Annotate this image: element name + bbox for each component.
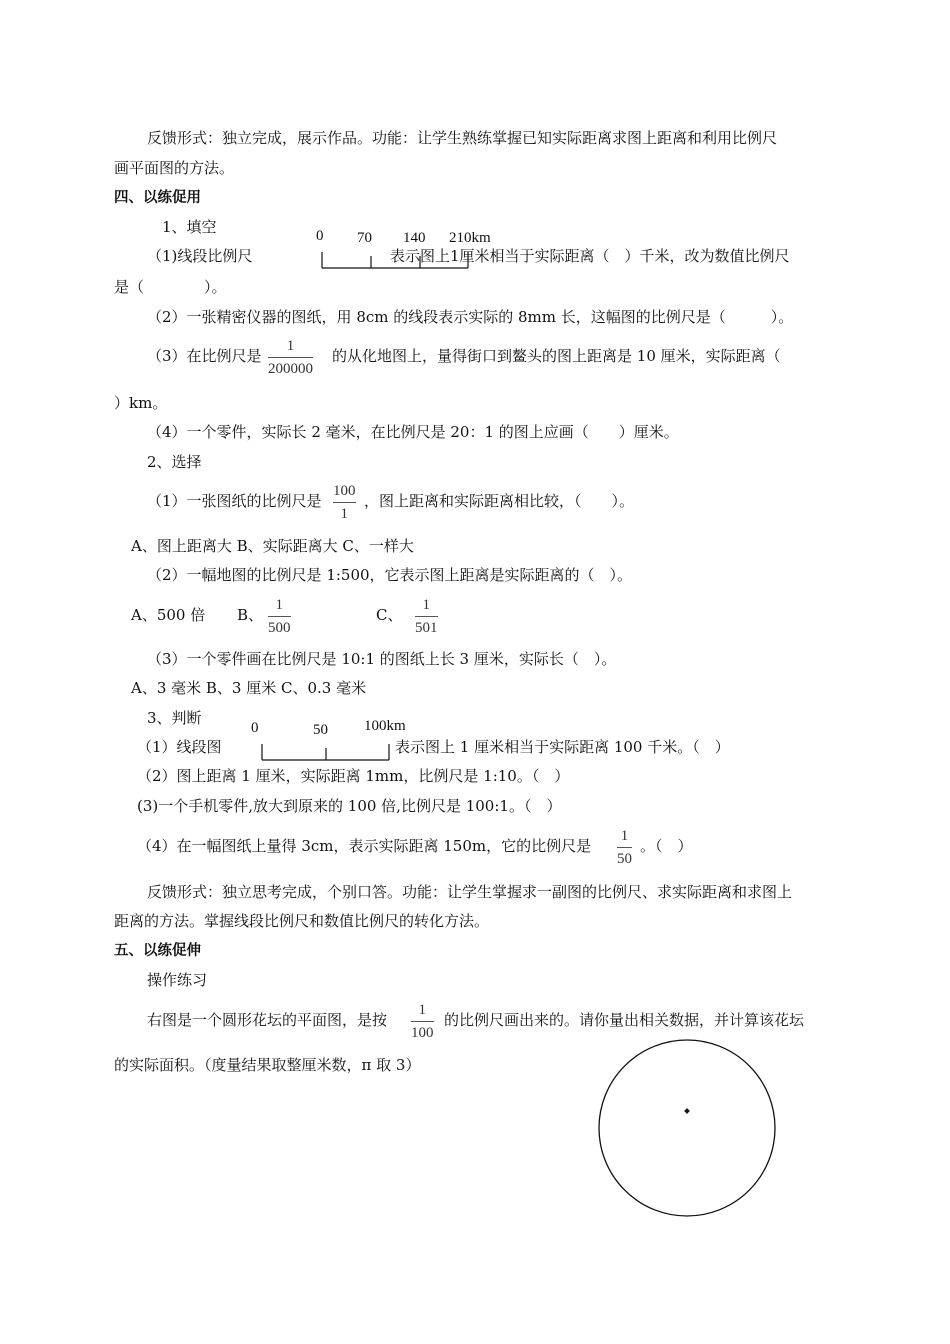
judge-q4-text-a: （4）在一幅图纸上量得 3cm，表示实际距离 150m，它的比例尺是 (137, 837, 592, 855)
scale1-label-0: 0 (316, 228, 324, 244)
judge-q1-text-b: 表示图上 1 厘米相当于实际距离 100 千米。（ ） (395, 738, 730, 756)
judge-q2: （2）图上距离 1 厘米，实际距离 1mm，比例尺是 1:10。（ ） (137, 767, 570, 785)
choice-title: 2、选择 (147, 453, 202, 471)
fraction-denominator: 500 (268, 620, 291, 636)
fraction-numerator: 1 (286, 338, 295, 354)
judge-q3: (3)一个手机零件,放大到原来的 100 倍,比例尺是 100:1。（ ） (137, 797, 562, 815)
fill-q3-text-c: ）km。 (114, 394, 168, 412)
fraction-numerator: 1 (275, 597, 283, 613)
scale1-label-70: 70 (357, 230, 372, 246)
circle-center-dot (684, 1108, 690, 1114)
judge-q1-text-a: （1）线段图 (137, 738, 222, 756)
fraction-denominator: 1 (340, 506, 348, 522)
scale2-label-0: 0 (251, 720, 259, 736)
fraction-denominator: 200000 (268, 361, 313, 377)
fill-q3-text-a: （3）在比例尺是 (147, 347, 262, 365)
fraction-denominator: 50 (617, 851, 632, 867)
fraction-denominator: 100 (411, 1025, 434, 1041)
scale1-label-140: 140 (403, 230, 426, 246)
practice-subtitle: 操作练习 (147, 971, 208, 989)
choice-q1-options: A、图上距离大 B、实际距离大 C、一样大 (131, 537, 414, 555)
fill-q1-text-a: （1)线段比例尺 (147, 247, 253, 265)
line-scale-70km (322, 252, 468, 268)
choice-q1-text-a: （1）一张图纸的比例尺是 (147, 492, 322, 510)
choice-q2-option-a: A、500 倍 (131, 606, 206, 624)
practice-text-a: 右图是一个圆形花坛的平面图，是按 (147, 1011, 388, 1029)
flower-bed-circle (599, 1040, 775, 1216)
choice-q3-options: A、3 毫米 B、3 厘米 C、0.3 毫米 (131, 679, 367, 697)
choice-q1-text-b: ，图上距离和实际距离相比较，（ ）。 (364, 492, 635, 510)
feedback2-line-2: 距离的方法。掌握线段比例尺和数值比例尺的转化方法。 (114, 912, 490, 930)
choice-q3-text: （3）一个零件画在比例尺是 10:1 的图纸上长 3 厘米，实际长（ ）。 (147, 650, 617, 668)
fraction-numerator: 1 (418, 1002, 426, 1018)
fraction-numerator: 1 (620, 828, 629, 844)
choice-q2-text: （2）一幅地图的比例尺是 1:500，它表示图上距离是实际距离的（ ）。 (147, 566, 633, 584)
scale1-label-210km: 210km (449, 230, 491, 246)
judge-title: 3、判断 (147, 709, 202, 727)
fill-q3-text-b: 的从化地图上，量得街口到鳌头的图上距离是 10 厘米，实际距离（ (332, 347, 781, 365)
fraction-numerator: 1 (422, 597, 430, 613)
scale2-label-50: 50 (313, 722, 328, 738)
fill-q1-text-c: 是（ ）。 (114, 278, 227, 296)
scale2-label-100km: 100km (364, 718, 406, 734)
feedback2-line-1: 反馈形式：独立思考完成，个别口答。功能：让学生掌握求一副图的比例尺、求实际距离和求图上 (147, 883, 793, 901)
choice-q2-option-b: B、 (237, 606, 264, 624)
choice-q2-option-c: C、 (376, 606, 403, 624)
feedback-line-1: 反馈形式：独立完成，展示作品。功能：让学生熟练掌握已知实际距离求图上距离和利用比例尺 (147, 129, 778, 147)
fill-q4: （4）一个零件，实际长 2 毫米，在比例尺是 20：1 的图上应画（ ）厘米。 (147, 423, 679, 441)
fill-q2: （2）一张精密仪器的图纸，用 8cm 的线段表示实际的 8mm 长，这幅图的比例尺是（ ）。 (147, 308, 794, 326)
fraction-denominator: 501 (415, 620, 438, 636)
section-heading-5: 五、以练促伸 (114, 943, 201, 959)
judge-q4-text-b: 。（ ） (640, 837, 693, 855)
fill-title: 1、填空 (162, 218, 217, 236)
practice-text-b: 的比例尺画出来的。请你量出相关数据，并计算该花坛 (444, 1011, 805, 1029)
section-heading-4: 四、以练促用 (114, 190, 201, 206)
feedback-line-2: 画平面图的方法。 (114, 159, 235, 177)
practice-text-c: 的实际面积。（度量结果取整厘米数，π 取 3） (114, 1056, 421, 1074)
line-scale-50km (262, 744, 389, 760)
fill-q1-text-b: 表示图上1厘米相当于实际距离（ ）千米，改为数值比例尺 (390, 247, 790, 265)
fraction-numerator: 100 (333, 483, 356, 499)
